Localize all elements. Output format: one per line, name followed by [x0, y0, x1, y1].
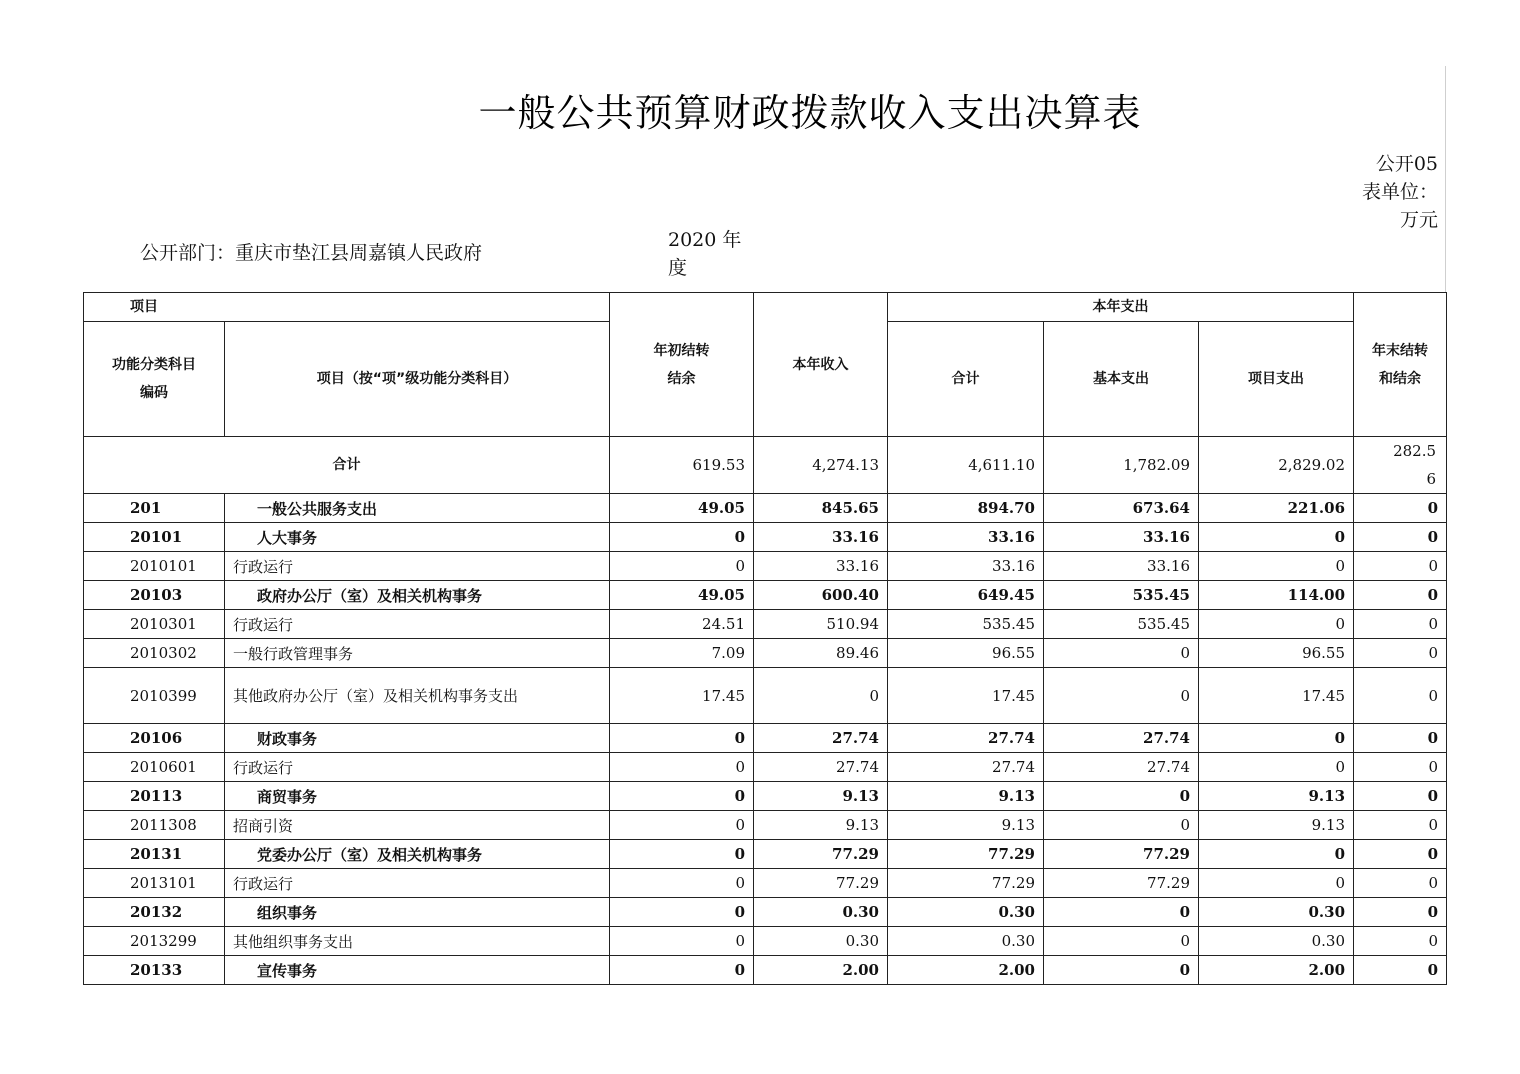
cell-income: 845.65: [754, 494, 888, 523]
table-row: [84, 927, 1447, 956]
cell-name: 组织事务: [225, 898, 610, 927]
cell-opening: 0: [610, 898, 754, 927]
cell-code: 2013299: [84, 927, 225, 956]
cell-basic: 535.45: [1044, 581, 1199, 610]
cell-basic: 33.16: [1044, 523, 1199, 552]
total-income: 4,274.13: [754, 437, 888, 494]
cell-total: 894.70: [888, 494, 1044, 523]
department-label: 公开部门：重庆市垫江县周嘉镇人民政府: [140, 242, 483, 264]
cell-total: 2.00: [888, 956, 1044, 985]
cell-basic: 0: [1044, 811, 1199, 840]
cell-name: 一般行政管理事务: [225, 639, 610, 668]
cell-code: 2010101: [84, 552, 225, 581]
cell-closing: 0: [1354, 523, 1447, 552]
header-project-expense: 项目支出: [1199, 322, 1354, 437]
table-row: [84, 782, 1447, 811]
cell-name: 一般公共服务支出: [225, 494, 610, 523]
cell-total: 33.16: [888, 523, 1044, 552]
table-row: [84, 668, 1447, 724]
cell-income: 9.13: [754, 782, 888, 811]
cell-closing: 0: [1354, 494, 1447, 523]
cell-closing: 0: [1354, 639, 1447, 668]
cell-closing: 0: [1354, 869, 1447, 898]
table-row: [84, 610, 1447, 639]
total-opening: 619.53: [610, 437, 754, 494]
cell-name: 党委办公厅（室）及相关机构事务: [225, 840, 610, 869]
cell-opening: 0: [610, 811, 754, 840]
table-row: [84, 581, 1447, 610]
cell-opening: 49.05: [610, 494, 754, 523]
cell-basic: 27.74: [1044, 753, 1199, 782]
cell-income: 9.13: [754, 811, 888, 840]
cell-basic: 0: [1044, 927, 1199, 956]
budget-table: [83, 292, 1447, 985]
cell-closing: 0: [1354, 753, 1447, 782]
table-row: [84, 523, 1447, 552]
cell-project: 0: [1199, 840, 1354, 869]
cell-income: 27.74: [754, 724, 888, 753]
page-title: 一般公共预算财政拨款收入支出决算表: [478, 91, 1142, 135]
cell-closing: 0: [1354, 610, 1447, 639]
cell-closing: 0: [1354, 956, 1447, 985]
cell-income: 2.00: [754, 956, 888, 985]
cell-project: 17.45: [1199, 668, 1354, 724]
cell-basic: 33.16: [1044, 552, 1199, 581]
table-row: [84, 811, 1447, 840]
cell-name: 行政运行: [225, 610, 610, 639]
cell-basic: 0: [1044, 956, 1199, 985]
cell-total: 649.45: [888, 581, 1044, 610]
table-row: [84, 840, 1447, 869]
cell-closing: 0: [1354, 898, 1447, 927]
cell-project: 0: [1199, 552, 1354, 581]
cell-name: 财政事务: [225, 724, 610, 753]
cell-name: 商贸事务: [225, 782, 610, 811]
total-basic: 1,782.09: [1044, 437, 1199, 494]
cell-code: 2010601: [84, 753, 225, 782]
cell-basic: 0: [1044, 668, 1199, 724]
cell-total: 9.13: [888, 811, 1044, 840]
cell-closing: 0: [1354, 581, 1447, 610]
cell-name: 行政运行: [225, 869, 610, 898]
cell-total: 27.74: [888, 724, 1044, 753]
table-row: [84, 753, 1447, 782]
cell-opening: 0: [610, 724, 754, 753]
cell-name: 行政运行: [225, 753, 610, 782]
cell-closing: 0: [1354, 840, 1447, 869]
cell-project: 0.30: [1199, 898, 1354, 927]
cell-code: 20101: [84, 523, 225, 552]
cell-closing: 0: [1354, 782, 1447, 811]
cell-project: 9.13: [1199, 811, 1354, 840]
cell-name: 政府办公厅（室）及相关机构事务: [225, 581, 610, 610]
cell-name: 其他政府办公厅（室）及相关机构事务支出: [225, 668, 610, 724]
cell-basic: 0: [1044, 898, 1199, 927]
cell-project: 9.13: [1199, 782, 1354, 811]
cell-project: 0: [1199, 869, 1354, 898]
cell-opening: 0: [610, 552, 754, 581]
cell-income: 600.40: [754, 581, 888, 610]
table-row: [84, 898, 1447, 927]
cell-basic: 0: [1044, 639, 1199, 668]
cell-total: 27.74: [888, 753, 1044, 782]
cell-total: 77.29: [888, 869, 1044, 898]
cell-code: 20106: [84, 724, 225, 753]
cell-code: 2013101: [84, 869, 225, 898]
page-edge-rule: [1445, 66, 1446, 292]
cell-basic: 77.29: [1044, 869, 1199, 898]
cell-project: 0: [1199, 724, 1354, 753]
table-row: [84, 639, 1447, 668]
cell-opening: 17.45: [610, 668, 754, 724]
cell-opening: 24.51: [610, 610, 754, 639]
cell-total: 17.45: [888, 668, 1044, 724]
cell-project: 0: [1199, 523, 1354, 552]
cell-project: 2.00: [1199, 956, 1354, 985]
table-row: [84, 552, 1447, 581]
cell-basic: 535.45: [1044, 610, 1199, 639]
cell-project: 114.00: [1199, 581, 1354, 610]
cell-opening: 0: [610, 753, 754, 782]
table-row: [84, 724, 1447, 753]
table-row: [84, 956, 1447, 985]
cell-income: 89.46: [754, 639, 888, 668]
cell-project: 221.06: [1199, 494, 1354, 523]
cell-code: 2010301: [84, 610, 225, 639]
cell-code: 20132: [84, 898, 225, 927]
header-func-code: 功能分类科目编码: [84, 322, 225, 437]
header-item-name: 项目（按“项”级功能分类科目）: [225, 322, 610, 437]
cell-income: 0: [754, 668, 888, 724]
cell-total: 535.45: [888, 610, 1044, 639]
cell-income: 510.94: [754, 610, 888, 639]
cell-income: 77.29: [754, 869, 888, 898]
cell-project: 0: [1199, 753, 1354, 782]
cell-total: 0.30: [888, 898, 1044, 927]
cell-income: 33.16: [754, 523, 888, 552]
total-expense: 4,611.10: [888, 437, 1044, 494]
table-row: [84, 494, 1447, 523]
unit-label: 单位：万元: [1380, 181, 1438, 231]
cell-opening: 0: [610, 956, 754, 985]
header-project: 项目: [84, 293, 610, 322]
cell-basic: 77.29: [1044, 840, 1199, 869]
table-row: [84, 869, 1447, 898]
cell-total: 33.16: [888, 552, 1044, 581]
total-row-label: 合计: [84, 437, 610, 494]
cell-closing: 0: [1354, 811, 1447, 840]
header-basic-expense: 基本支出: [1044, 322, 1199, 437]
cell-code: 20113: [84, 782, 225, 811]
cell-closing: 0: [1354, 724, 1447, 753]
header-opening-balance: 年初结转结余: [610, 293, 754, 437]
cell-basic: 27.74: [1044, 724, 1199, 753]
cell-closing: 0: [1354, 552, 1447, 581]
form-number-unit: [1360, 150, 1438, 234]
cell-name: 宣传事务: [225, 956, 610, 985]
cell-code: 20131: [84, 840, 225, 869]
cell-total: 77.29: [888, 840, 1044, 869]
cell-total: 0.30: [888, 927, 1044, 956]
cell-opening: 0: [610, 927, 754, 956]
cell-code: 2010399: [84, 668, 225, 724]
cell-opening: 0: [610, 782, 754, 811]
cell-income: 0.30: [754, 927, 888, 956]
cell-project: 0: [1199, 610, 1354, 639]
cell-name: 人大事务: [225, 523, 610, 552]
cell-opening: 0: [610, 523, 754, 552]
cell-closing: 0: [1354, 668, 1447, 724]
cell-code: 2011308: [84, 811, 225, 840]
cell-income: 0.30: [754, 898, 888, 927]
cell-opening: 0: [610, 840, 754, 869]
cell-total: 96.55: [888, 639, 1044, 668]
cell-project: 96.55: [1199, 639, 1354, 668]
cell-code: 20103: [84, 581, 225, 610]
cell-name: 行政运行: [225, 552, 610, 581]
header-current-income: 本年收入: [754, 293, 888, 437]
fiscal-year: 2020 年度: [668, 229, 742, 279]
cell-name: 其他组织事务支出: [225, 927, 610, 956]
cell-code: 20133: [84, 956, 225, 985]
cell-basic: 0: [1044, 782, 1199, 811]
header-expense-total: 合计: [888, 322, 1044, 437]
cell-income: 27.74: [754, 753, 888, 782]
cell-income: 33.16: [754, 552, 888, 581]
header-closing-balance: 年末结转和结余: [1354, 293, 1447, 437]
header-current-expense: 本年支出: [888, 293, 1354, 322]
cell-closing: 0: [1354, 927, 1447, 956]
cell-code: 2010302: [84, 639, 225, 668]
form-number: 公开05表: [1361, 153, 1438, 203]
cell-project: 0.30: [1199, 927, 1354, 956]
cell-opening: 7.09: [610, 639, 754, 668]
total-closing: 282.56: [1354, 437, 1447, 494]
cell-opening: 0: [610, 869, 754, 898]
total-project: 2,829.02: [1199, 437, 1354, 494]
cell-name: 招商引资: [225, 811, 610, 840]
cell-opening: 49.05: [610, 581, 754, 610]
cell-total: 9.13: [888, 782, 1044, 811]
cell-code: 201: [84, 494, 225, 523]
cell-income: 77.29: [754, 840, 888, 869]
cell-basic: 673.64: [1044, 494, 1199, 523]
